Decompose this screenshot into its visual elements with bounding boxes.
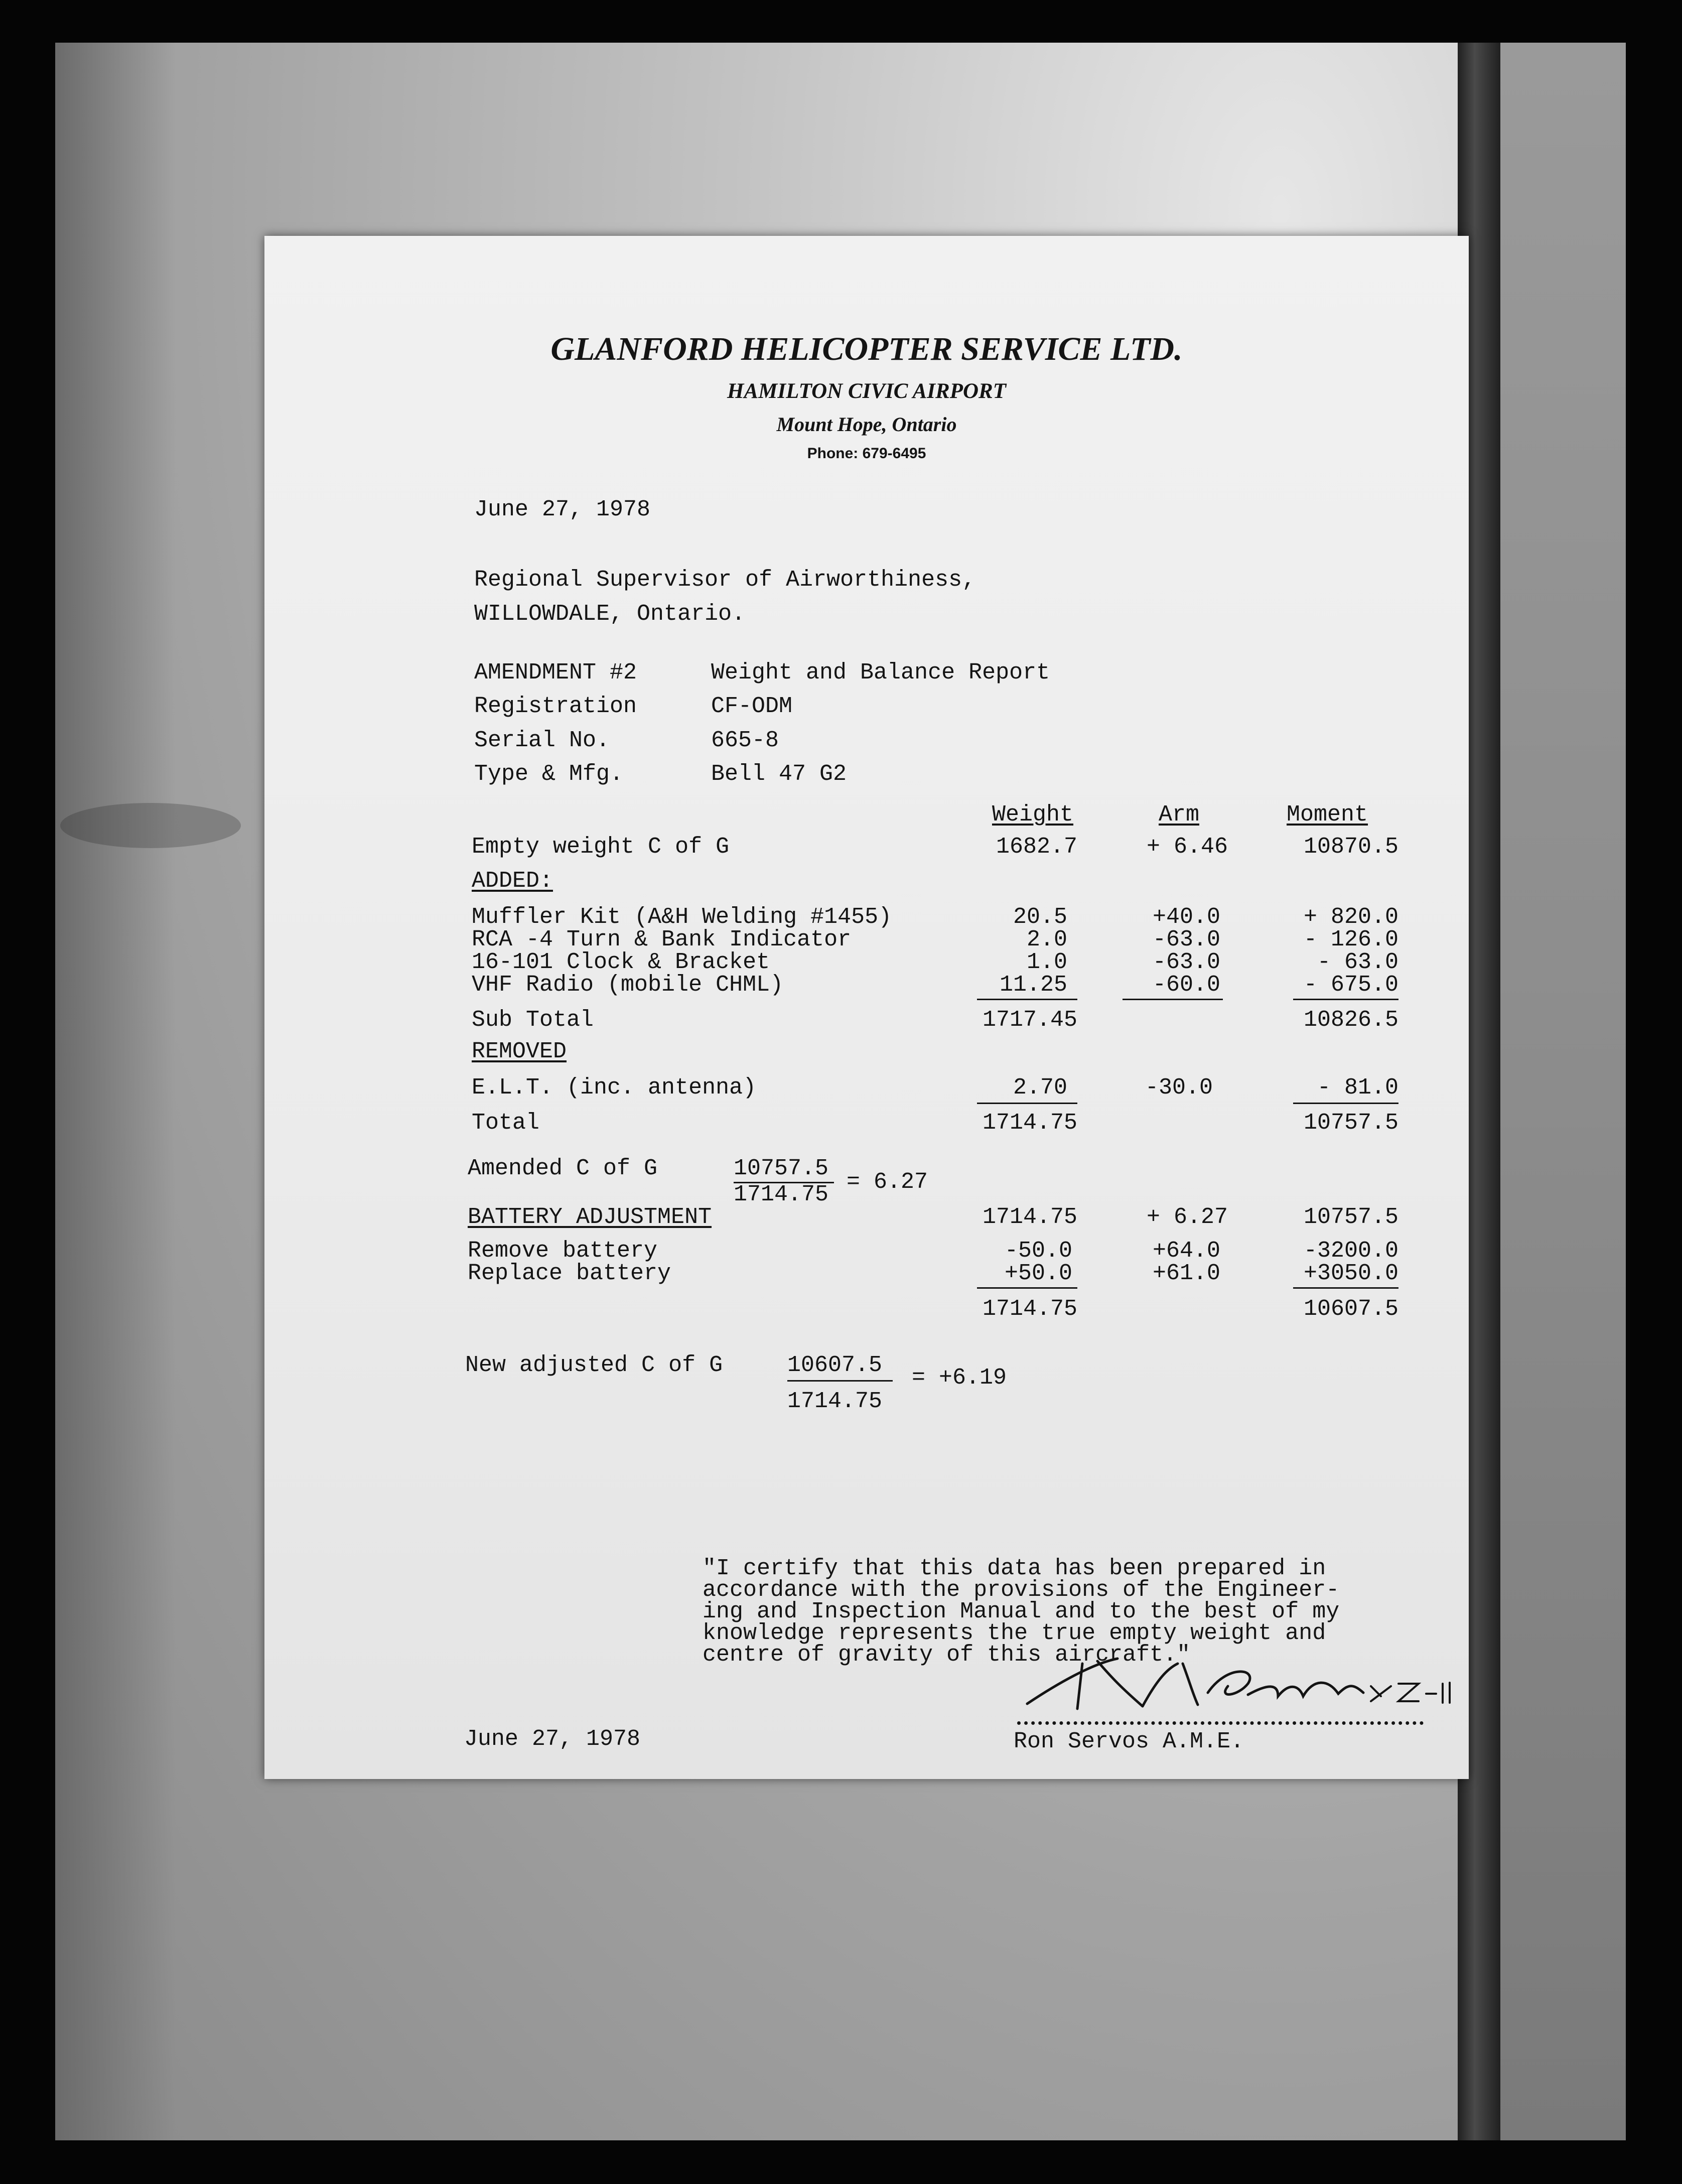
row-moment: 10757.5 (1303, 1204, 1398, 1230)
sum-rule (1293, 1103, 1398, 1104)
row-label: Replace battery (468, 1261, 671, 1286)
new-cg-label: New adjusted C of G (465, 1352, 723, 1378)
final-moment: 10607.5 (1303, 1296, 1398, 1322)
row-moment: -3200.0 (1303, 1238, 1398, 1264)
sum-rule (977, 1287, 1077, 1289)
company-name: GLANFORD HELICOPTER SERVICE LTD. (550, 331, 1183, 367)
row-label: 16-101 Clock & Bracket (472, 949, 770, 975)
row-label: RCA -4 Turn & Bank Indicator (472, 927, 852, 952)
fraction-bar (787, 1380, 893, 1382)
row-moment: 10757.5 (1303, 1110, 1398, 1136)
certification-line: knowledge represents the true empty weight and (703, 1620, 1326, 1646)
new-cg-numerator: 10607.5 (787, 1352, 883, 1378)
column-arm: Arm (1159, 802, 1200, 828)
row-moment: - 126.0 (1303, 927, 1398, 952)
row-arm: +64.0 (1152, 1238, 1220, 1264)
signatory-name: Ron Servos A.M.E. (1014, 1729, 1244, 1754)
new-cg-denominator: 1714.75 (787, 1389, 883, 1414)
certification-line: "I certify that this data has been prepared in (703, 1556, 1326, 1581)
row-weight: 1.0 (1026, 949, 1067, 975)
sum-rule (977, 999, 1077, 1000)
recipient-line2: WILLOWDALE, Ontario. (474, 601, 746, 627)
row-label: VHF Radio (mobile CHML) (472, 972, 784, 998)
sum-rule (1123, 999, 1223, 1000)
row-label: E.L.T. (inc. antenna) (472, 1075, 757, 1101)
row-arm: +61.0 (1152, 1261, 1220, 1286)
column-weight: Weight (992, 802, 1074, 828)
row-moment: - 81.0 (1317, 1075, 1398, 1101)
company-city: Mount Hope, Ontario (776, 413, 957, 436)
sum-rule (977, 1103, 1077, 1104)
row-label: Remove battery (468, 1238, 658, 1264)
column-moment: Moment (1287, 802, 1368, 828)
battery-heading: BATTERY ADJUSTMENT (468, 1204, 712, 1230)
info-value: Bell 47 G2 (711, 761, 847, 787)
film-edge-panel (1500, 43, 1626, 2140)
info-label: Registration (474, 694, 637, 719)
row-moment: +3050.0 (1303, 1261, 1398, 1286)
info-label: AMENDMENT #2 (474, 660, 637, 686)
row-weight: 1714.75 (982, 1110, 1077, 1136)
info-label: Type & Mfg. (474, 761, 624, 787)
final-weight: 1714.75 (982, 1296, 1077, 1322)
row-weight: 1717.45 (982, 1007, 1077, 1033)
row-weight: 1682.7 (996, 834, 1077, 860)
row-label: Sub Total (472, 1007, 594, 1033)
row-label: Total (472, 1110, 540, 1136)
row-arm: -63.0 (1152, 927, 1220, 952)
handwritten-signature (1017, 1649, 1454, 1719)
info-value: CF-ODM (711, 694, 793, 719)
row-label: Empty weight C of G (472, 834, 730, 860)
row-moment: - 675.0 (1303, 972, 1398, 998)
row-arm: -63.0 (1152, 949, 1220, 975)
row-moment: 10826.5 (1303, 1007, 1398, 1033)
removed-heading: REMOVED (472, 1039, 567, 1064)
date-bottom: June 27, 1978 (464, 1726, 641, 1752)
row-arm: + 6.27 (1146, 1204, 1228, 1230)
company-location: HAMILTON CIVIC AIRPORT (727, 379, 1006, 403)
row-weight: -50.0 (1004, 1238, 1072, 1264)
company-phone: Phone: 679-6495 (807, 445, 926, 462)
row-moment: + 820.0 (1303, 904, 1398, 930)
amended-denominator: 1714.75 (734, 1182, 829, 1207)
new-cg-result: = +6.19 (912, 1365, 1007, 1391)
row-weight: 2.70 (1013, 1075, 1067, 1101)
sum-rule (1293, 1287, 1398, 1289)
signature-line (1017, 1721, 1424, 1725)
info-label: Serial No. (474, 728, 610, 753)
document-page (264, 236, 1469, 1779)
row-label: Muffler Kit (A&H Welding #1455) (472, 904, 892, 930)
row-weight: 11.25 (999, 972, 1067, 998)
film-shadow (55, 43, 176, 2140)
amended-label: Amended C of G (468, 1156, 658, 1181)
amended-result: = 6.27 (847, 1169, 928, 1195)
row-arm: + 6.46 (1146, 834, 1228, 860)
sum-rule (1293, 999, 1398, 1000)
row-moment: - 63.0 (1317, 949, 1398, 975)
info-value: Weight and Balance Report (711, 660, 1050, 686)
certification-line: accordance with the provisions of the Engineer- (703, 1577, 1340, 1603)
info-value: 665-8 (711, 728, 779, 753)
certification-line: centre of gravity of this aircraft." (703, 1642, 1191, 1668)
amended-numerator: 10757.5 (734, 1156, 829, 1181)
row-weight: 2.0 (1026, 927, 1067, 952)
date-top: June 27, 1978 (474, 497, 651, 522)
row-moment: 10870.5 (1303, 834, 1398, 860)
row-weight: 20.5 (1013, 904, 1067, 930)
row-arm: +40.0 (1152, 904, 1220, 930)
row-arm: -60.0 (1152, 972, 1220, 998)
film-smudge (60, 803, 241, 848)
row-arm: -30.0 (1145, 1075, 1213, 1101)
added-heading: ADDED: (472, 868, 553, 894)
recipient-line1: Regional Supervisor of Airworthiness, (474, 567, 976, 593)
row-weight: +50.0 (1004, 1261, 1072, 1286)
row-weight: 1714.75 (982, 1204, 1077, 1230)
certification-line: ing and Inspection Manual and to the best of my (703, 1599, 1340, 1624)
